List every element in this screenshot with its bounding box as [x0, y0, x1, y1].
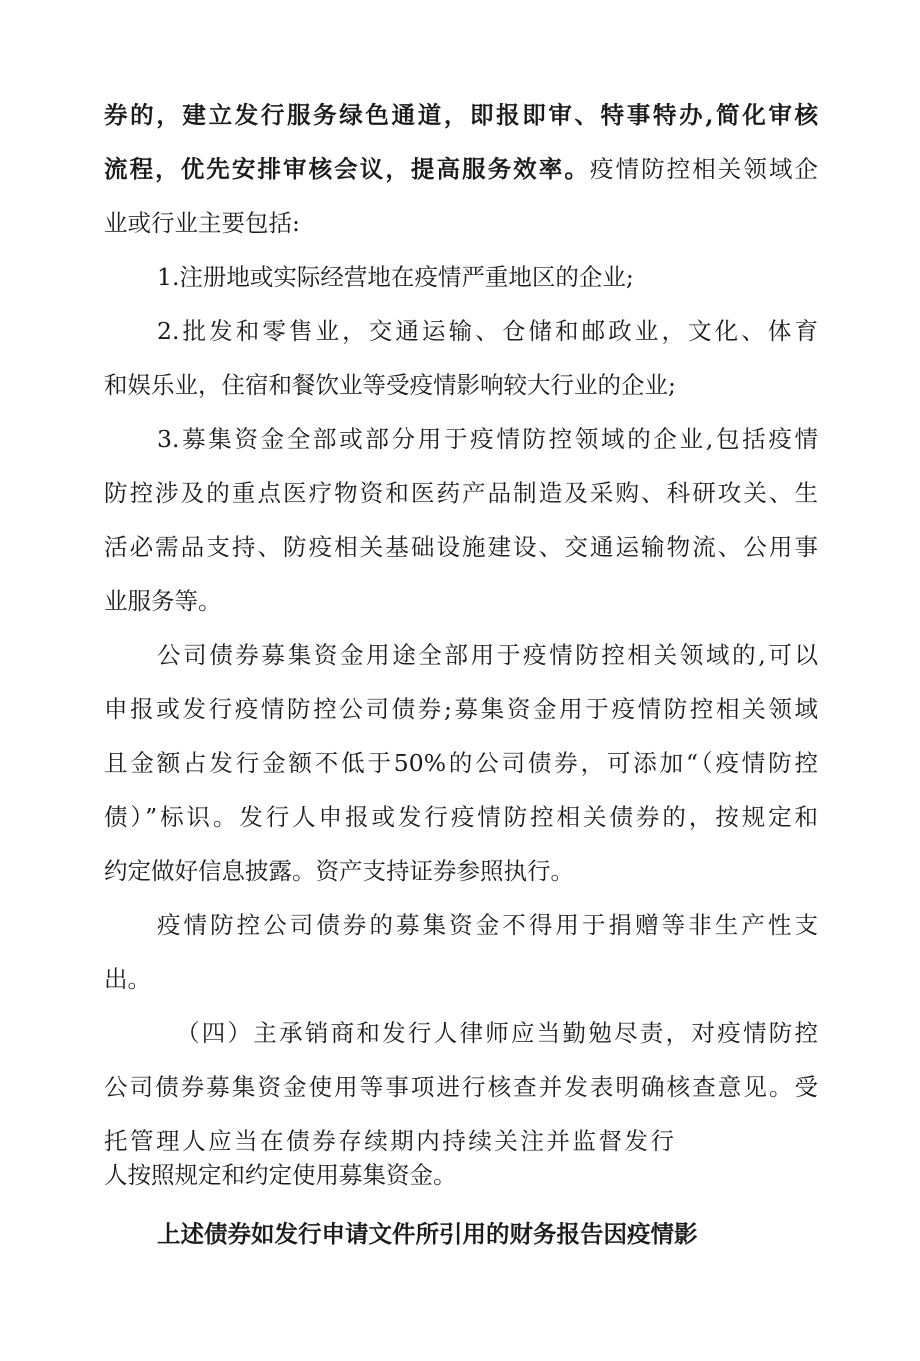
item-3-line-3: 活必需品支持、防疫相关基础设施建设、交通运输物流、公用事 [104, 533, 818, 561]
intro-line-3: 业或行业主要包括: [104, 209, 300, 237]
purpose-line-1: 公司债券募集资金用途全部用于疫情防控相关领域的,可以 [157, 641, 818, 669]
section-four-line-4: 人按照规定和约定使用募集资金。 [104, 1161, 457, 1189]
intro-line-1: 券的，建立发行服务绿色通道，即报即审、特事特办,简化审核 [104, 101, 818, 129]
intro-line-2 [104, 149, 818, 189]
item-3-line-4: 业服务等。 [104, 587, 222, 615]
purpose-line-3: 且金额占发行金额不低于50%的公司债券，可添加“（疫情防控 [104, 749, 818, 777]
bottom-paragraph-line-1: 上述债券如发行申请文件所引用的财务报告因疫情影 [157, 1220, 698, 1248]
item-2-line-1: 2.批发和零售业，交通运输、仓储和邮政业，文化、体育 [157, 317, 818, 345]
section-four-line-1: （四）主承销商和发行人律师应当勤勉尽责，对疫情防控 [176, 1019, 818, 1047]
intro-line-2-normal: 疫情防控相关领域企 [589, 155, 818, 183]
purpose-line-5: 约定做好信息披露。资产支持证券参照执行。 [104, 857, 574, 885]
item-2-line-2: 和娱乐业，住宿和餐饮业等受疫情影响较大行业的企业; [104, 371, 676, 399]
donation-line-2: 出。 [104, 965, 151, 993]
intro-line-2-bold: 流程，优先安排审核会议，提高服务效率。 [104, 155, 590, 183]
donation-line-1: 疫情防控公司债券的募集资金不得用于捐赠等非生产性支 [157, 911, 818, 939]
item-3-line-2: 防控涉及的重点医疗物资和医药产品制造及采购、科研攻关、生 [104, 479, 818, 507]
purpose-line-2: 申报或发行疫情防控公司债券;募集资金用于疫情防控相关领域 [104, 695, 818, 723]
item-3-line-1: 3.募集资金全部或部分用于疫情防控领域的企业,包括疫情 [157, 425, 818, 453]
purpose-line-4: 债）”标识。发行人申报或发行疫情防控相关债券的，按规定和 [104, 803, 818, 831]
section-four-line-3: 托管理人应当在债券存续期内持续关注并监督发行 [104, 1127, 674, 1155]
section-four-line-2: 公司债券募集资金使用等事项进行核查并发表明确核查意见。受 [104, 1073, 818, 1101]
item-1-line-1: 1.注册地或实际经营地在疫情严重地区的企业; [157, 263, 634, 291]
